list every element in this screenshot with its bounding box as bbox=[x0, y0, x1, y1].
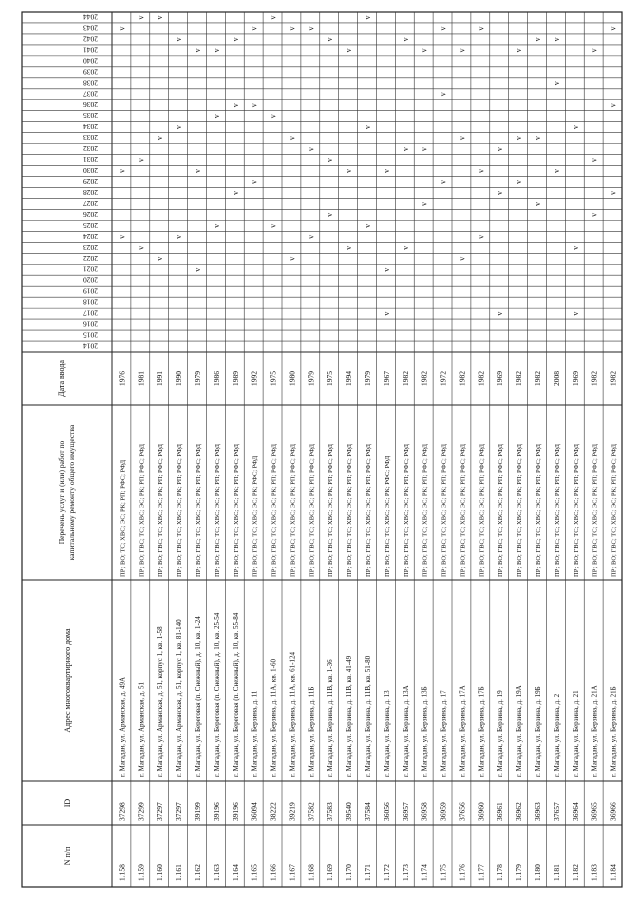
year-label: 2040 bbox=[83, 56, 98, 66]
check-mark: v bbox=[193, 267, 202, 272]
check-mark: v bbox=[363, 15, 372, 20]
row-year: 1982 bbox=[457, 371, 467, 386]
check-mark: v bbox=[381, 311, 391, 316]
row-services: ПР; ВО; ГВС; ТС; ХВС; ЭС; РК; РП; РФС; РФД bbox=[289, 444, 297, 577]
row-year: 1975 bbox=[325, 371, 335, 386]
row-num: 1.180 bbox=[533, 864, 542, 881]
header-services-line: Перечень услуг и (или) работ по bbox=[57, 440, 66, 545]
row-num: 1.162 bbox=[193, 864, 202, 881]
row-num: 1.159 bbox=[136, 864, 146, 881]
check-mark: v bbox=[174, 234, 184, 239]
header-id: ID bbox=[63, 798, 72, 808]
year-label: 2031 bbox=[83, 155, 98, 165]
row-address: г. Магадан, ул. Берзина, д. 17А bbox=[458, 685, 467, 777]
check-mark: v bbox=[249, 103, 259, 108]
check-mark: v bbox=[495, 190, 505, 195]
year-label: 2035 bbox=[83, 111, 98, 121]
check-mark: v bbox=[608, 190, 618, 195]
check-mark: v bbox=[211, 48, 221, 53]
year-label: 2038 bbox=[83, 78, 98, 88]
year-label: 2026 bbox=[83, 209, 98, 219]
row-num: 1.170 bbox=[344, 864, 354, 881]
check-mark: v bbox=[514, 48, 524, 53]
year-label: 2014 bbox=[83, 341, 98, 351]
row-num: 1.160 bbox=[155, 864, 165, 881]
row-id: 39196 bbox=[211, 802, 221, 821]
check-mark: v bbox=[325, 158, 335, 163]
check-mark: v bbox=[230, 103, 240, 108]
row-services: ПР; ВО; ГВС; ТС; ХВС; ЭС; РК; РП; РФС; РФД bbox=[516, 444, 524, 577]
row-address: г. Магадан, ул. Берзина, д. 11В, кв. 51-80 bbox=[364, 655, 372, 777]
row-num: 1.168 bbox=[306, 864, 316, 881]
check-mark: v bbox=[419, 147, 429, 152]
check-mark: v bbox=[551, 37, 561, 42]
check-mark: v bbox=[136, 245, 146, 250]
row-id: 36094 bbox=[249, 802, 259, 821]
row-services: ПР; ВО; ГВС; ТС; ХВС; ЭС; РК; РП; РФС; РФД bbox=[195, 444, 202, 577]
row-services: ПР; ВО; ГВС; ТС; ХВС; ЭС; РК; РП; РФС; РФД bbox=[213, 444, 221, 577]
check-mark: v bbox=[344, 169, 354, 174]
row-year: 1982 bbox=[589, 371, 599, 386]
row-year: 1975 bbox=[268, 371, 278, 386]
row-num: 1.173 bbox=[400, 864, 410, 881]
row-year: 1982 bbox=[533, 371, 542, 386]
row-address: г. Магадан, ул. Берзина, д. 19 bbox=[496, 690, 505, 777]
row-services: ПР; ВО; ГВС; ТС; ХВС; ЭС; РК; РП; РФС; РФД bbox=[535, 444, 542, 577]
check-mark: v bbox=[419, 48, 429, 53]
row-num: 1.175 bbox=[438, 864, 448, 881]
check-mark: v bbox=[570, 245, 580, 250]
year-label: 2032 bbox=[83, 144, 98, 154]
rotated-table bbox=[22, 12, 622, 887]
row-services: ПР; ВО; ГВС; ТС; ХВС; ЭС; РК; РП; РФС; РФД bbox=[232, 444, 240, 577]
row-year: 1969 bbox=[570, 371, 580, 386]
year-label: 2025 bbox=[83, 220, 98, 230]
row-address: г. Магадан, ул. Береговая (п. Снежный), д. 10, кв. 1-24 bbox=[194, 616, 202, 777]
check-mark: v bbox=[514, 180, 524, 184]
check-mark: v bbox=[363, 125, 372, 130]
row-id: 37298 bbox=[117, 802, 127, 821]
check-mark: v bbox=[174, 37, 184, 42]
check-mark: v bbox=[476, 234, 486, 239]
year-label: 2023 bbox=[83, 242, 98, 252]
check-mark: v bbox=[381, 267, 391, 272]
year-label: 2043 bbox=[83, 23, 98, 33]
row-id: 39540 bbox=[344, 802, 354, 821]
row-num: 1.179 bbox=[514, 864, 524, 881]
check-mark: v bbox=[193, 48, 202, 53]
row-id: 37582 bbox=[306, 802, 316, 821]
check-mark: v bbox=[514, 136, 524, 141]
row-address: г. Магадан, ул. Берзина, д. 11Б bbox=[307, 686, 316, 777]
row-year: 1989 bbox=[230, 371, 240, 386]
check-mark: v bbox=[117, 169, 127, 174]
check-mark: v bbox=[438, 180, 448, 184]
check-mark: v bbox=[533, 136, 542, 141]
check-mark: v bbox=[230, 190, 240, 195]
row-year: 1986 bbox=[211, 371, 221, 386]
row-num: 1.174 bbox=[419, 864, 429, 881]
row-address: г. Магадан, ул. Берзина, д. 11В, кв. 1-36 bbox=[326, 659, 335, 777]
row-services: ПР; ВО; ГВС; ТС; ХВС; ЭС; РК; РП; РФС; РФД bbox=[610, 444, 618, 577]
row-num: 1.167 bbox=[287, 864, 297, 881]
year-label: 2015 bbox=[83, 330, 98, 340]
row-services: ПР; ВО; ГВС; ТС; ХВС; ЭС; РК; РП; РФС; РФД bbox=[346, 444, 354, 577]
header-services-line: капитальному ремонту общего имущества bbox=[67, 424, 76, 561]
check-mark: v bbox=[306, 234, 316, 239]
row-num: 1.178 bbox=[495, 864, 505, 881]
row-address: г. Магадан, ул. Берзина, д. 19Б bbox=[534, 686, 542, 777]
row-num: 1.165 bbox=[249, 864, 259, 881]
check-mark: v bbox=[476, 169, 486, 174]
row-year: 1982 bbox=[476, 371, 486, 386]
row-address: г. Магадан, ул. Берзина, д. 21 bbox=[571, 690, 580, 777]
row-num: 1.181 bbox=[551, 864, 561, 881]
row-address: г. Магадан, ул. Арманская, д. 51 bbox=[137, 682, 146, 777]
row-num: 1.177 bbox=[476, 864, 486, 881]
header-services bbox=[57, 424, 76, 560]
check-mark: v bbox=[136, 158, 146, 163]
row-id: 36964 bbox=[570, 802, 580, 821]
check-mark: v bbox=[268, 15, 278, 20]
check-mark: v bbox=[344, 48, 354, 53]
row-id: 36963 bbox=[533, 802, 542, 821]
row-year: 1980 bbox=[287, 371, 297, 386]
row-services: ПР; ВО; ГВС; ТС; ХВС; ЭС; РК; РП; РФС; РФД bbox=[478, 444, 486, 577]
check-mark: v bbox=[438, 26, 448, 31]
row-address: г. Магадан, ул. Берзина, д. 2 bbox=[552, 693, 561, 777]
row-year: 1982 bbox=[608, 371, 618, 386]
check-mark: v bbox=[400, 147, 410, 152]
check-mark: v bbox=[287, 256, 297, 261]
row-services: ПР; ВО; ГВС; ТС; ХВС; ЭС; РК; РП; РФС; РФД bbox=[572, 444, 580, 577]
check-mark: v bbox=[249, 180, 259, 184]
row-services: ПР; ВО; ГВС; ТС; ХВС; ЭС; РК; РП; РФС; РФД bbox=[270, 444, 278, 577]
row-services: ПР; ВО; ГВС; ТС; ХВС; ЭС; РК; РП; РФС; РФД bbox=[176, 444, 184, 577]
year-label: 2019 bbox=[83, 286, 98, 296]
row-address: г. Магадан, ул. Берзина, д. 13Б bbox=[420, 686, 429, 777]
check-mark: v bbox=[287, 136, 297, 141]
check-mark: v bbox=[306, 147, 316, 152]
row-address: г. Магадан, ул. Берзина, д. 21Б bbox=[609, 686, 618, 777]
check-mark: v bbox=[325, 37, 335, 42]
row-services: ПР; ВО; ГВС; ТС; ХВС; ЭС; РК; РП; РФС; РФД bbox=[459, 444, 467, 577]
check-mark: v bbox=[155, 15, 165, 20]
year-label: 2033 bbox=[83, 133, 98, 143]
check-mark: v bbox=[155, 136, 165, 141]
row-id: 37299 bbox=[136, 802, 146, 821]
row-services: ПР; ВО; ГВС; ТС; ХВС; ЭС; РК; РП; РФС; РФД bbox=[402, 444, 410, 577]
check-mark: v bbox=[136, 15, 146, 20]
row-id: 36959 bbox=[438, 802, 448, 821]
row-year: 1982 bbox=[400, 371, 410, 386]
check-mark: v bbox=[211, 223, 221, 228]
row-address: г. Магадан, ул. Арманская, д. 49А bbox=[118, 676, 127, 777]
row-services: ПР; ВО; ГВС; ТС; ХВС; ЭС; РК; РП; РФС; РФД bbox=[497, 444, 505, 577]
year-label: 2044 bbox=[83, 12, 98, 22]
row-id: 36961 bbox=[495, 802, 505, 821]
check-mark: v bbox=[117, 26, 127, 31]
check-mark: v bbox=[230, 37, 240, 42]
row-id: 37297 bbox=[155, 802, 165, 821]
check-mark: v bbox=[211, 114, 221, 119]
row-num: 1.166 bbox=[268, 864, 278, 881]
row-services: ПР; ВО; ГВС; ТС; ХВС; ЭС; РК; РП; РФС; РФД bbox=[421, 444, 429, 577]
row-id: 39219 bbox=[287, 802, 297, 821]
check-mark: v bbox=[533, 201, 542, 206]
check-mark: v bbox=[457, 256, 467, 261]
check-mark: v bbox=[287, 26, 297, 31]
check-mark: v bbox=[419, 201, 429, 206]
row-year: 1967 bbox=[381, 371, 391, 386]
row-services: ПР; ВО; ТС; ХВС; ЭС; РК; РП; РФС; РФД bbox=[119, 459, 127, 577]
row-id: 36957 bbox=[400, 802, 410, 821]
header-address: Адрес многоквартирного дома bbox=[63, 628, 72, 733]
row-year: 1981 bbox=[136, 371, 146, 386]
row-year: 1979 bbox=[306, 371, 316, 386]
row-services: ПР; ВО; ГВС; ТС; ХВС; ЭС; РК; РП; РФС; РФД bbox=[553, 444, 561, 577]
year-label: 2024 bbox=[83, 231, 98, 241]
year-label: 2037 bbox=[83, 89, 98, 99]
check-mark: v bbox=[344, 245, 354, 250]
row-num: 1.172 bbox=[381, 864, 391, 881]
row-services: ПР; ВО; ГВС; ТС; ХВС; ЭС; РК; РП; РФС; РФД bbox=[138, 444, 146, 577]
check-mark: v bbox=[589, 48, 599, 53]
row-year: 1976 bbox=[117, 371, 127, 386]
row-address: г. Магадан, ул. Берзина, д. 13А bbox=[401, 685, 410, 777]
check-mark: v bbox=[570, 125, 580, 130]
row-services: ПР; ВО; ГВС; ТС; ХВС; ЭС; РК; РП; РФС; РФД bbox=[308, 444, 316, 577]
row-year: 1979 bbox=[193, 371, 202, 386]
row-num: 1.158 bbox=[117, 864, 127, 881]
check-mark: v bbox=[155, 256, 165, 261]
check-mark: v bbox=[495, 147, 505, 152]
check-mark: v bbox=[268, 114, 278, 119]
year-label: 2016 bbox=[83, 319, 98, 329]
check-mark: v bbox=[589, 158, 599, 163]
row-year: 1982 bbox=[514, 371, 524, 386]
check-mark: v bbox=[268, 223, 278, 228]
check-mark: v bbox=[117, 234, 127, 239]
row-num: 1.164 bbox=[230, 864, 240, 881]
row-address: г. Магадан, ул. Берзина, д. 21А bbox=[590, 685, 599, 777]
check-mark: v bbox=[174, 125, 184, 130]
row-id: 37657 bbox=[551, 802, 561, 821]
check-mark: v bbox=[608, 26, 618, 31]
year-label: 2027 bbox=[83, 198, 98, 208]
year-label: 2029 bbox=[83, 177, 98, 186]
row-id: 36958 bbox=[419, 802, 429, 821]
row-id: 38222 bbox=[268, 802, 278, 821]
row-services: ПР; ВО; ГВС; ТС; ХВС; ЭС; РК; РФС; РФД bbox=[251, 455, 259, 577]
row-num: 1.183 bbox=[589, 864, 599, 881]
header-year: Дата ввода bbox=[57, 360, 66, 397]
row-num: 1.163 bbox=[211, 864, 221, 881]
check-mark: v bbox=[551, 81, 561, 86]
row-year: 1982 bbox=[419, 371, 429, 386]
year-label: 2021 bbox=[83, 264, 98, 274]
row-id: 37583 bbox=[325, 802, 335, 821]
row-id: 37584 bbox=[363, 802, 372, 821]
row-id: 36056 bbox=[381, 802, 391, 821]
check-mark: v bbox=[400, 37, 410, 42]
row-num: 1.171 bbox=[363, 864, 372, 881]
check-mark: v bbox=[363, 223, 372, 228]
row-year: 1969 bbox=[495, 371, 505, 386]
row-address: г. Магадан, ул. Береговая (п. Снежный), д. 10, кв. 25-54 bbox=[212, 612, 221, 777]
row-address: г. Магадан, ул. Берзина, д. 11 bbox=[250, 690, 259, 777]
year-label: 2042 bbox=[83, 34, 98, 44]
row-address: г. Магадан, ул. Арманская, д. 51, корпус 1, кв. 1-58 bbox=[156, 626, 165, 777]
row-id: 36965 bbox=[589, 802, 599, 821]
row-services: ПР; ВО; ГВС; ТС; ХВС; ЭС; РК; РФС; РФД bbox=[383, 455, 391, 577]
row-year: 1992 bbox=[249, 371, 259, 386]
row-num: 1.176 bbox=[457, 864, 467, 881]
year-label: 2034 bbox=[83, 122, 98, 132]
year-label: 2036 bbox=[83, 100, 98, 110]
row-id: 36966 bbox=[608, 802, 618, 821]
row-address: г. Магадан, ул. Берзина, д. 17 bbox=[439, 690, 448, 777]
row-year: 1972 bbox=[438, 371, 448, 386]
row-address: г. Магадан, ул. Берзина, д. 13 bbox=[382, 690, 391, 777]
row-id: 37297 bbox=[174, 802, 184, 821]
check-mark: v bbox=[249, 26, 259, 31]
row-num: 1.161 bbox=[174, 864, 184, 881]
row-id: 36960 bbox=[476, 802, 486, 821]
row-address: г. Магадан, ул. Берзина, д. 11А, кв. 1-60 bbox=[269, 659, 278, 777]
row-id: 37656 bbox=[457, 802, 467, 821]
row-services: ПР; ВО; ГВС; ТС; ХВС; ЭС; РК; РП; РФС; РФД bbox=[591, 444, 599, 577]
row-num: 1.184 bbox=[608, 864, 618, 881]
year-label: 2039 bbox=[83, 67, 98, 77]
year-label: 2030 bbox=[83, 166, 98, 176]
check-mark: v bbox=[495, 311, 505, 316]
row-services: ПР; ВО; ГВС; ТС; ХВС; ЭС; РК; РП; РФС; РФД bbox=[157, 444, 165, 577]
row-address: г. Магадан, ул. Берзина, д. 11В, кв. 41-49 bbox=[345, 655, 354, 777]
row-address: г. Магадан, ул. Арманская, д. 51, корпус 1, кв. 81-140 bbox=[175, 619, 184, 777]
row-services: ПР; ВО; ГВС; ТС; ХВС; ЭС; РК; РП; РФС; РФД bbox=[327, 444, 335, 577]
row-num: 1.169 bbox=[325, 864, 335, 881]
row-id: 39199 bbox=[193, 802, 202, 821]
row-address: г. Магадан, ул. Берзина, д. 19А bbox=[515, 685, 524, 777]
check-mark: v bbox=[533, 37, 542, 42]
check-mark: v bbox=[608, 103, 618, 108]
year-label: 2020 bbox=[83, 275, 98, 285]
year-label: 2017 bbox=[83, 308, 98, 318]
year-label: 2022 bbox=[83, 253, 98, 263]
check-mark: v bbox=[306, 26, 316, 31]
check-mark: v bbox=[476, 26, 486, 31]
check-mark: v bbox=[193, 169, 202, 174]
year-label: 2041 bbox=[83, 45, 98, 55]
check-mark: v bbox=[457, 48, 467, 53]
row-year: 1979 bbox=[363, 371, 372, 386]
row-year: 1991 bbox=[155, 371, 165, 386]
check-mark: v bbox=[570, 311, 580, 316]
row-services: ПР; ВО; ГВС; ТС; ХВС; ЭС; РК; РП; РФС; РФД bbox=[365, 444, 372, 577]
row-year: 2008 bbox=[551, 371, 561, 386]
check-mark: v bbox=[589, 212, 599, 217]
check-mark: v bbox=[551, 169, 561, 174]
check-mark: v bbox=[381, 169, 391, 174]
row-year: 1990 bbox=[174, 371, 184, 386]
check-mark: v bbox=[325, 212, 335, 217]
year-label: 2018 bbox=[83, 297, 98, 307]
row-id: 36962 bbox=[514, 802, 524, 821]
header-num: N п/п bbox=[63, 846, 72, 866]
row-num: 1.182 bbox=[570, 864, 580, 881]
check-mark: v bbox=[457, 136, 467, 141]
row-services: ПР; ВО; ГВС; ТС; ХВС; ЭС; РК; РП; РФС; РФД bbox=[440, 444, 448, 577]
row-address: г. Магадан, ул. Берзина, д. 17Б bbox=[477, 686, 486, 777]
row-year: 1994 bbox=[344, 371, 354, 386]
row-address: г. Магадан, ул. Береговая (п. Снежный), д. 10, кв. 55-84 bbox=[231, 612, 240, 777]
row-id: 39196 bbox=[230, 802, 240, 821]
check-mark: v bbox=[400, 245, 410, 250]
row-address: г. Магадан, ул. Берзина, д. 11А, кв. 61-124 bbox=[288, 652, 297, 777]
check-mark: v bbox=[438, 92, 448, 97]
year-label: 2028 bbox=[83, 187, 98, 197]
